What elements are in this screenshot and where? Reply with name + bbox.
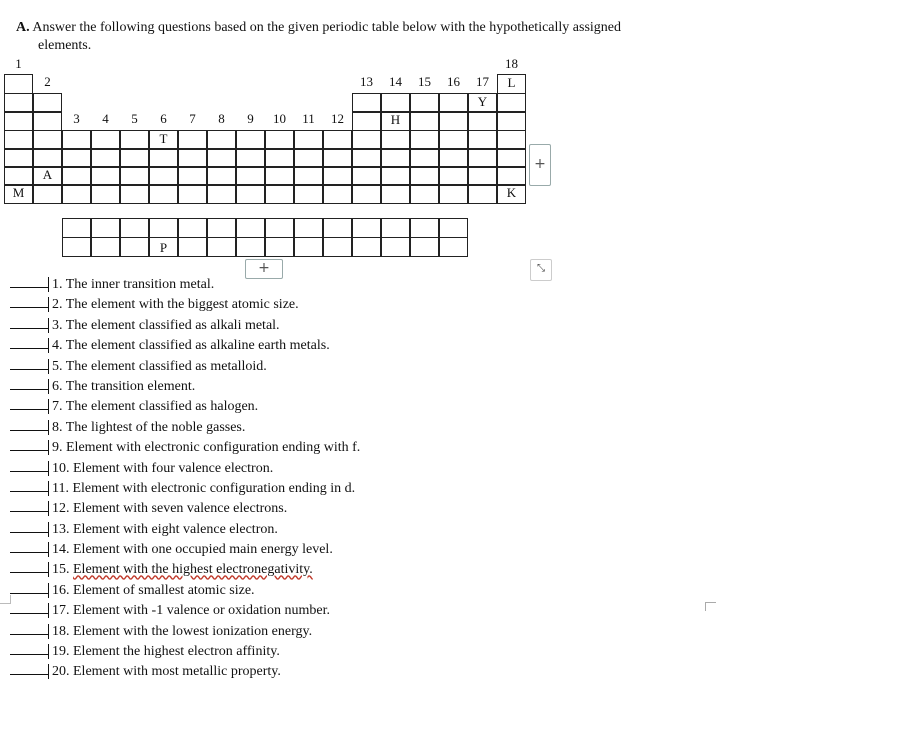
question-item [10, 478, 610, 498]
table-cell [381, 130, 410, 150]
element-m: M [12, 185, 25, 200]
element-p: P [159, 240, 168, 255]
question-number: 8. [52, 419, 63, 435]
question-body: Element with -1 valence or oxidation number. [73, 603, 330, 619]
group-label-12: 12 [331, 111, 344, 126]
question-number: 15. [52, 562, 70, 578]
table-cell [294, 130, 323, 150]
element-l: L [507, 75, 516, 90]
question-text [48, 440, 360, 455]
table-cell [33, 93, 62, 113]
instructions [16, 19, 716, 55]
table-cell [62, 130, 91, 150]
answer-blank[interactable] [10, 356, 48, 370]
table-cell [265, 166, 294, 186]
table-cell [410, 111, 439, 131]
answer-blank[interactable] [10, 417, 48, 431]
table-cell [439, 237, 468, 257]
question-number: 10. [52, 460, 70, 476]
table-cell [497, 166, 526, 186]
question-number: 14. [52, 542, 70, 558]
table-cell [468, 130, 497, 150]
answer-blank[interactable] [10, 600, 48, 614]
table-cell [323, 166, 352, 186]
element-t: T [159, 131, 168, 146]
answer-blank[interactable] [10, 437, 48, 451]
question-text [48, 359, 267, 374]
question-item [10, 458, 610, 478]
answer-blank[interactable] [10, 396, 48, 410]
table-cell [352, 148, 381, 168]
question-text [48, 522, 278, 537]
question-number: 20. [52, 664, 70, 680]
question-body: The element with the biggest atomic size. [65, 297, 299, 313]
question-item [10, 519, 610, 539]
table-cell [207, 218, 236, 238]
question-body: Element with electronic configuration ending with f. [66, 440, 361, 456]
instructions-text: Answer the following questions based on the given periodic table below with the hypothetically assigned [32, 20, 622, 35]
question-number: 9. [52, 440, 63, 456]
question-body: Element with electronic configuration ending in d. [72, 480, 356, 496]
group-label-18: 18 [505, 56, 518, 71]
answer-blank[interactable] [10, 498, 48, 512]
table-cell [62, 237, 91, 257]
text-boundary-marker [705, 602, 716, 611]
question-body: Element of smallest atomic size. [73, 582, 255, 598]
question-body: The element classified as metalloid. [65, 358, 267, 374]
table-cell [207, 184, 236, 204]
table-cell [381, 93, 410, 113]
text-boundary-marker-left [0, 595, 11, 604]
table-cell [497, 111, 526, 131]
question-list [10, 274, 610, 682]
question-text [48, 624, 312, 639]
table-cell [468, 111, 497, 131]
table-cell [4, 111, 33, 131]
table-cell [120, 148, 149, 168]
question-number: 19. [52, 644, 70, 660]
group-label-9: 9 [247, 111, 254, 126]
question-number: 11. [52, 480, 69, 496]
table-cell [294, 218, 323, 238]
answer-blank[interactable] [10, 335, 48, 349]
table-cell [352, 130, 381, 150]
table-cell [381, 237, 410, 257]
answer-blank[interactable] [10, 559, 48, 573]
group-label-16: 16 [447, 74, 460, 89]
question-item [10, 417, 610, 437]
group-label-6: 6 [160, 111, 167, 126]
question-item [10, 559, 610, 579]
question-body: The element classified as halogen. [65, 399, 259, 415]
table-cell [265, 184, 294, 204]
group-label-3: 3 [73, 111, 80, 126]
answer-blank[interactable] [10, 641, 48, 655]
question-number: 5. [52, 358, 63, 374]
table-cell [468, 166, 497, 186]
table-cell [236, 130, 265, 150]
table-cell [381, 166, 410, 186]
table-cell [294, 148, 323, 168]
question-item [10, 335, 610, 355]
question-text [48, 583, 255, 598]
question-number: 3. [52, 317, 63, 333]
question-item [10, 498, 610, 518]
table-cell [33, 130, 62, 150]
table-cell [120, 237, 149, 257]
table-cell [381, 184, 410, 204]
table-cell [323, 237, 352, 257]
table-cell [236, 148, 265, 168]
question-body: Element with seven valence electrons. [73, 501, 288, 517]
resize-handle-icon[interactable]: ⤡ [530, 259, 552, 281]
table-cell [236, 184, 265, 204]
answer-blank[interactable] [10, 519, 48, 533]
table-cell [323, 130, 352, 150]
question-text [48, 542, 333, 557]
table-cell [207, 166, 236, 186]
answer-blank[interactable] [10, 274, 48, 288]
table-cell [439, 166, 468, 186]
table-cell [439, 111, 468, 131]
answer-blank[interactable] [10, 315, 48, 329]
table-cell [149, 166, 178, 186]
element-k: K [506, 185, 517, 200]
table-cell [468, 184, 497, 204]
question-item [10, 600, 610, 620]
question-text [48, 603, 330, 618]
question-item [10, 356, 610, 376]
question-number: 6. [52, 378, 63, 394]
table-cell [410, 184, 439, 204]
question-body: The inner transition metal. [65, 277, 215, 292]
table-cell [265, 130, 294, 150]
question-body: Element with four valence electron. [73, 460, 274, 476]
question-text [48, 664, 281, 679]
table-cell [497, 148, 526, 168]
question-body: The element classified as alkaline earth metals. [65, 338, 330, 354]
table-cell [91, 184, 120, 204]
question-item [10, 661, 610, 681]
question-item [10, 580, 610, 600]
question-body: Element with one occupied main energy level. [73, 542, 333, 558]
question-body: Element the highest electron affinity. [73, 644, 280, 660]
add-row-button[interactable]: + [245, 259, 283, 279]
table-cell [497, 130, 526, 150]
answer-blank[interactable] [10, 478, 48, 492]
table-cell [120, 130, 149, 150]
table-cell [91, 148, 120, 168]
question-text [48, 399, 258, 414]
question-item [10, 376, 610, 396]
question-body: Element with most metallic property. [73, 664, 281, 680]
table-cell [62, 166, 91, 186]
group-label-11: 11 [302, 111, 315, 126]
table-cell [294, 184, 323, 204]
question-text [48, 338, 330, 353]
table-cell [4, 74, 33, 94]
group-label-7: 7 [189, 111, 196, 126]
question-number: 1. [52, 277, 63, 292]
question-item [10, 641, 610, 661]
table-cell [439, 130, 468, 150]
question-number: 16. [52, 582, 70, 598]
question-number: 2. [52, 297, 63, 313]
table-cell [236, 166, 265, 186]
group-label-1: 1 [15, 56, 22, 71]
question-text [48, 481, 355, 496]
question-text [48, 379, 195, 394]
table-cell [91, 237, 120, 257]
question-body: Element with the lowest ionization energy. [73, 623, 313, 639]
table-cell [381, 148, 410, 168]
table-cell [4, 166, 33, 186]
table-cell [178, 130, 207, 150]
table-cell [178, 166, 207, 186]
table-cell [236, 237, 265, 257]
table-cell [62, 148, 91, 168]
question-item [10, 274, 610, 294]
add-column-button[interactable]: + [529, 144, 551, 186]
question-item [10, 539, 610, 559]
answer-blank[interactable] [10, 539, 48, 553]
group-label-14: 14 [389, 74, 402, 89]
table-cell [4, 130, 33, 150]
instructions-line-2: elements. [38, 38, 92, 53]
question-item [10, 396, 610, 416]
group-label-5: 5 [131, 111, 138, 126]
table-cell [120, 184, 149, 204]
answer-blank[interactable] [10, 621, 48, 635]
table-cell [439, 148, 468, 168]
table-cell [439, 184, 468, 204]
table-cell [33, 111, 62, 131]
table-cell [178, 184, 207, 204]
group-label-8: 8 [218, 111, 225, 126]
question-item [10, 437, 610, 457]
table-cell [62, 218, 91, 238]
table-cell [120, 166, 149, 186]
question-body: Element with the highest electronegativity. [73, 562, 313, 578]
question-text [48, 420, 245, 435]
question-body: Element with eight valence electron. [73, 521, 278, 537]
table-cell [323, 218, 352, 238]
group-label-17: 17 [476, 74, 489, 89]
question-text [48, 461, 273, 476]
question-item [10, 294, 610, 314]
question-text [48, 562, 313, 577]
table-cell [410, 130, 439, 150]
table-cell [352, 184, 381, 204]
question-text [48, 277, 214, 292]
table-cell [91, 130, 120, 150]
table-cell [497, 93, 526, 113]
table-cell [149, 184, 178, 204]
group-label-10: 10 [273, 111, 286, 126]
table-cell [91, 218, 120, 238]
question-body: The element classified as alkali metal. [65, 317, 280, 333]
table-cell [207, 130, 236, 150]
instructions-line-1 [16, 19, 716, 37]
table-cell [265, 148, 294, 168]
table-cell [410, 218, 439, 238]
table-cell [207, 148, 236, 168]
group-label-13: 13 [360, 74, 373, 89]
table-cell [236, 218, 265, 238]
question-text [48, 318, 280, 333]
question-body: The lightest of the noble gasses. [65, 419, 246, 435]
table-cell [178, 237, 207, 257]
group-label-2: 2 [44, 74, 51, 89]
table-cell [323, 148, 352, 168]
answer-blank[interactable] [10, 458, 48, 472]
element-a: A [42, 167, 53, 182]
question-item [10, 621, 610, 641]
question-number: 13. [52, 521, 70, 537]
table-cell [62, 184, 91, 204]
table-cell [178, 148, 207, 168]
group-label-4: 4 [102, 111, 109, 126]
table-cell [410, 148, 439, 168]
table-cell [381, 218, 410, 238]
question-text [48, 297, 299, 312]
element-y: Y [477, 94, 488, 109]
answer-blank[interactable] [10, 376, 48, 390]
question-number: 4. [52, 338, 63, 354]
table-cell [294, 237, 323, 257]
answer-blank[interactable] [10, 580, 48, 594]
question-body: The transition element. [65, 378, 196, 394]
question-text [48, 501, 287, 516]
table-cell [33, 148, 62, 168]
table-cell [149, 148, 178, 168]
table-cell [265, 237, 294, 257]
table-cell [294, 166, 323, 186]
table-cell [439, 218, 468, 238]
question-text [48, 644, 280, 659]
question-number: 7. [52, 399, 63, 415]
table-cell [178, 218, 207, 238]
table-cell [410, 166, 439, 186]
table-cell [265, 218, 294, 238]
question-number: 12. [52, 501, 70, 517]
table-cell [352, 218, 381, 238]
table-cell [91, 166, 120, 186]
table-cell [352, 111, 381, 131]
table-cell [120, 218, 149, 238]
table-cell [4, 93, 33, 113]
table-cell [33, 184, 62, 204]
table-cell [352, 237, 381, 257]
section-letter: A. [16, 20, 30, 35]
table-cell [410, 237, 439, 257]
table-cell [439, 93, 468, 113]
table-cell [149, 218, 178, 238]
answer-blank[interactable] [10, 661, 48, 675]
question-number: 17. [52, 603, 70, 619]
table-cell [352, 93, 381, 113]
table-cell [410, 93, 439, 113]
periodic-table[interactable] [4, 56, 530, 261]
element-h: H [390, 112, 401, 127]
answer-blank[interactable] [10, 294, 48, 308]
question-item [10, 315, 610, 335]
table-cell [468, 148, 497, 168]
question-number: 18. [52, 623, 70, 639]
group-label-15: 15 [418, 74, 431, 89]
table-cell [4, 148, 33, 168]
table-cell [323, 184, 352, 204]
table-cell [352, 166, 381, 186]
table-cell [207, 237, 236, 257]
